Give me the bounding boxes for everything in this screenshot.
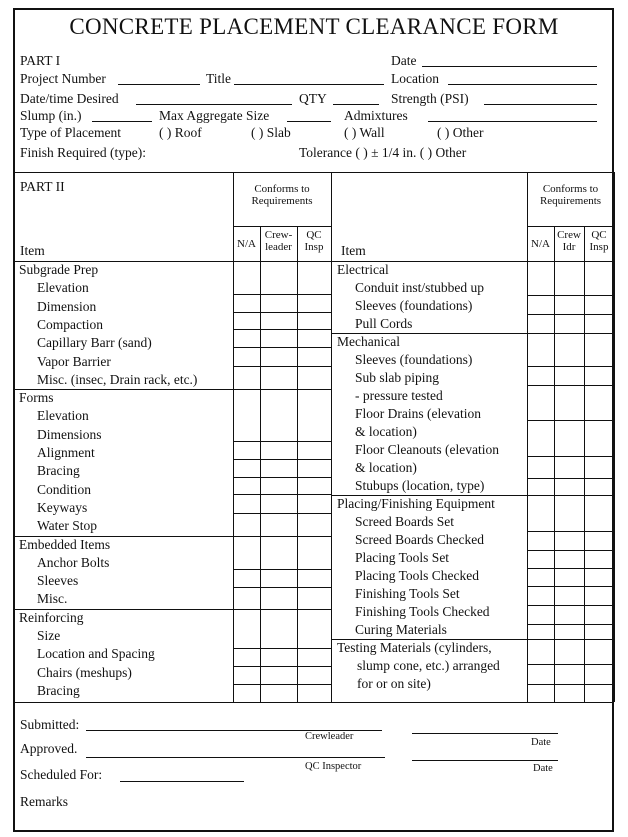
checklist-item: & location) [355, 424, 417, 439]
checkbox-row-line[interactable] [527, 605, 614, 606]
checklist-item: Location and Spacing [37, 646, 155, 662]
date-field[interactable] [422, 66, 597, 67]
checklist-item: Vapor Barrier [37, 353, 111, 369]
column-header: N/A [531, 238, 550, 250]
conforms-subheader-border [233, 226, 331, 227]
checklist-item: Finishing Tools Set [355, 586, 460, 601]
checkbox-row-line[interactable] [527, 568, 614, 569]
checklist-item: Dimensions [37, 426, 102, 442]
checklist-item: slump cone, etc.) arranged [357, 658, 500, 673]
datetime-desired-label: Date/time Desired [20, 91, 119, 106]
grid-vertical-line [260, 226, 261, 702]
finish-required-label: Finish Required (type): [20, 145, 146, 160]
checkbox-row-line[interactable] [233, 441, 331, 442]
checklist-item: Sleeves (foundations) [355, 298, 473, 313]
project-number-field[interactable] [118, 84, 200, 85]
conforms-subheader-border [527, 226, 614, 227]
checkbox-row-line[interactable] [527, 314, 614, 315]
crewleader-caption: Crewleader [305, 731, 354, 742]
checklist-item: - pressure tested [355, 388, 443, 403]
checkbox-row-line[interactable] [527, 385, 614, 386]
grid-vertical-line [554, 226, 555, 702]
checkbox-row-line[interactable] [527, 420, 614, 421]
checklist-item: Misc. (insec, Drain rack, etc.) [37, 371, 198, 387]
max-aggregate-field[interactable] [287, 121, 331, 122]
checklist-item: Pull Cords [355, 316, 413, 331]
group-heading: Subgrade Prep [19, 262, 99, 277]
group-heading: Mechanical [337, 334, 400, 349]
checkbox-row-line[interactable] [527, 664, 614, 665]
tolerance-options[interactable]: Tolerance ( ) ± 1/4 in. ( ) Other [299, 145, 467, 160]
checklist-item: Anchor Bolts [37, 554, 110, 570]
checklist-item: Curing Materials [355, 622, 447, 637]
date-label: Date [391, 53, 417, 68]
checklist-item: for or on site) [357, 676, 431, 691]
part2-bottom-border [13, 702, 614, 703]
placement-option-other[interactable]: ( ) Other [437, 125, 484, 140]
checklist-item: Bracing [37, 682, 80, 698]
column-header: Crew Idr [557, 229, 581, 253]
conforms-header: Conforms to Requirements [251, 183, 313, 207]
checkbox-row-line[interactable] [527, 586, 614, 587]
checkbox-row-line[interactable] [527, 456, 614, 457]
checkbox-row-line[interactable] [233, 648, 331, 649]
checklist-item: Misc. [37, 591, 68, 607]
qty-field[interactable] [333, 104, 379, 105]
title-field[interactable] [234, 84, 384, 85]
checklist-item: Sleeves [37, 573, 79, 589]
submitted-date-line[interactable] [412, 733, 558, 734]
column-header: QC Insp [304, 229, 324, 253]
grid-vertical-line [233, 172, 234, 702]
checklist-item: Placing Tools Set [355, 550, 450, 565]
checklist-item: Screed Boards Set [355, 514, 454, 529]
checklist-item: Sub slab piping [355, 370, 440, 385]
location-label: Location [391, 71, 439, 86]
group-heading: Embedded Items [19, 536, 111, 552]
approved-label: Approved. [20, 741, 78, 756]
conforms-header: Conforms to Requirements [539, 183, 602, 207]
placement-option-roof[interactable]: ( ) Roof [159, 125, 202, 140]
date-caption-2: Date [533, 763, 553, 774]
checklist-item: Sleeves (foundations) [355, 352, 473, 367]
column-header: QC Insp [589, 229, 609, 253]
part2-heading: PART II [20, 179, 65, 194]
checklist-item: Alignment [37, 445, 95, 460]
group-heading: Placing/Finishing Equipment [337, 496, 495, 511]
slump-label: Slump (in.) [20, 108, 82, 123]
checklist-item: Size [37, 628, 61, 643]
max-aggregate-label: Max Aggregate Size [159, 108, 270, 123]
checkbox-row-line[interactable] [233, 366, 331, 367]
part2-top-border [13, 172, 614, 173]
group-separator [13, 389, 331, 390]
checkbox-row-line[interactable] [233, 294, 331, 295]
scheduled-for-field[interactable] [120, 781, 244, 782]
item-column-header: Item [341, 243, 366, 258]
checklist-item: Elevation [37, 408, 89, 424]
checkbox-row-line[interactable] [233, 494, 331, 495]
approved-date-line[interactable] [412, 760, 558, 761]
placement-option-slab[interactable]: ( ) Slab [251, 125, 291, 140]
datetime-desired-field[interactable] [136, 104, 292, 105]
checklist-item: Placing Tools Checked [355, 568, 480, 583]
checkbox-row-line[interactable] [233, 347, 331, 348]
checkbox-row-line[interactable] [233, 666, 331, 667]
checkbox-row-line[interactable] [233, 513, 331, 514]
title-label: Title [206, 71, 232, 86]
grid-vertical-line [614, 172, 615, 702]
checkbox-row-line[interactable] [527, 478, 614, 479]
placement-option-wall[interactable]: ( ) Wall [344, 125, 385, 140]
column-header: Crew-leader [264, 229, 293, 253]
checkbox-row-line[interactable] [527, 624, 614, 625]
checklist-item: Bracing [37, 463, 80, 479]
strength-field[interactable] [484, 104, 597, 105]
checkbox-row-line[interactable] [233, 569, 331, 570]
checklist-item: Stubups (location, type) [355, 478, 485, 493]
checklist-item: Elevation [37, 280, 89, 296]
checklist-item: Floor Drains (elevation [355, 406, 481, 421]
checklist-item: Chairs (meshups) [37, 664, 132, 680]
checkbox-row-line[interactable] [233, 459, 331, 460]
project-number-label: Project Number [20, 71, 106, 86]
grid-vertical-line [297, 226, 298, 702]
checkbox-row-line[interactable] [527, 531, 614, 532]
checklist-item: Finishing Tools Checked [355, 604, 490, 619]
group-heading: Reinforcing [19, 609, 84, 625]
checklist-item: Compaction [37, 316, 103, 332]
header-bottom-border [13, 261, 614, 262]
column-header: N/A [237, 238, 256, 250]
qty-label: QTY [299, 91, 327, 106]
checklist-item: Capillary Barr (sand) [37, 335, 152, 351]
group-heading: Forms [19, 390, 54, 406]
group-heading: Electrical [337, 262, 389, 277]
admixtures-label: Admixtures [344, 108, 408, 123]
grid-vertical-line [584, 226, 585, 702]
group-heading: Testing Materials (cylinders, [337, 640, 492, 655]
grid-vertical-line [331, 172, 332, 702]
checkbox-row-line[interactable] [233, 329, 331, 330]
checklist-item: Floor Cleanouts (elevation [355, 442, 499, 457]
slump-field[interactable] [92, 121, 152, 122]
checkbox-row-line[interactable] [527, 295, 614, 296]
scheduled-for-label: Scheduled For: [20, 767, 103, 782]
checklist-item: Conduit inst/stubbed up [355, 280, 485, 295]
placement-type-label: Type of Placement [20, 125, 122, 140]
item-column-header: Item [20, 243, 45, 258]
admixtures-field[interactable] [428, 121, 597, 122]
checkbox-row-line[interactable] [527, 684, 614, 685]
checklist-item: Keyways [37, 499, 88, 515]
checkbox-row-line[interactable] [233, 684, 331, 685]
remarks-label: Remarks [20, 794, 68, 809]
form-title: CONCRETE PLACEMENT CLEARANCE FORM [69, 14, 559, 39]
checkbox-row-line[interactable] [233, 587, 331, 588]
part1-heading: PART I [20, 53, 61, 68]
checkbox-row-line[interactable] [527, 550, 614, 551]
checklist-item: Screed Boards Checked [355, 532, 484, 547]
checkbox-row-line[interactable] [527, 366, 614, 367]
approved-signature-line[interactable] [86, 757, 385, 758]
checkbox-row-line[interactable] [233, 312, 331, 313]
date-caption-1: Date [531, 737, 551, 748]
location-field[interactable] [448, 84, 597, 85]
submitted-label: Submitted: [20, 717, 80, 732]
qc-inspector-caption: QC Inspector [305, 761, 362, 772]
checklist-item: Condition [37, 481, 92, 497]
strength-label: Strength (PSI) [391, 91, 469, 106]
checkbox-row-line[interactable] [233, 477, 331, 478]
grid-vertical-line [527, 172, 528, 702]
checklist-item: Dimension [37, 298, 97, 314]
checklist-item: Water Stop [37, 518, 98, 534]
checklist-item: & location) [355, 460, 417, 475]
